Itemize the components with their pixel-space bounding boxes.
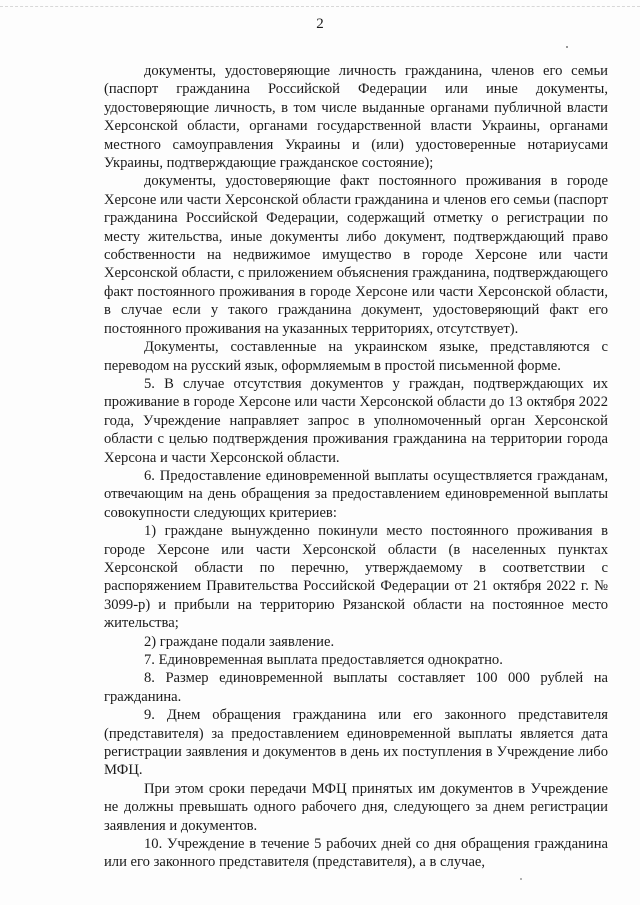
paragraph-mfc-transfer-deadline: При этом сроки передачи МФЦ принятых им документов в Учреждение не должны превышать одного рабочего дня, следующего за днем регистрации заявления и документов.: [104, 780, 608, 834]
page-number: 2: [316, 16, 324, 32]
paragraph-identity-documents: документы, удостоверяющие личность гражданина, членов его семьи (паспорт гражданина Российской Федерации или иные документы, удостоверяющие личность, в том числе выданные органами публичной власти Херсонской области, органами государственной власти Украины, органами местного самоуправления Украины и (или) удостоверенные нотариусами Украины, подтверждающие гражданское состояние);: [104, 63, 608, 172]
scan-speck: [566, 46, 568, 48]
paragraph-residence-documents: документы, удостоверяющие факт постоянного проживания в городе Херсоне или части Херсонской области гражданина и членов его семьи (паспорт гражданина Российской Федерации, содержащий отметку о регистрации по месту жительства, иные документы либо документ, подтверждающий право собственности на недвижимое имущество в городе Херсоне или части Херсонской области, с приложением объяснения гражданина, подтверждающего факт постоянного проживания в городе Херсоне или части Херсонской области, в случае если у такого гражданина документ, удостоверяющий факт его постоянного проживания на указанных территориях, отсутствует).: [104, 173, 608, 337]
document-body: [104, 62, 608, 872]
paragraph-item-10: 10. Учреждение в течение 5 рабочих дней со дня обращения гражданина или его законного представителя (представителя), а в случае,: [104, 836, 608, 871]
paragraph-item-6: 6. Предоставление единовременной выплаты осуществляется гражданам, отвечающим на день обращения за предоставлением единовременной выплаты совокупности следующих критериев:: [104, 467, 608, 521]
paragraph-criterion-1: 1) граждане вынужденно покинули место постоянного проживания в городе Херсоне или части Херсонской области (в населенных пунктах Херсонской области по перечню, утверждаемому в соответствии с распоряжением Правительства Российской Федерации от 21 октября 2022 г. № 3099-р) и прибыли на территорию Рязанской области на постоянное место жительства;: [104, 523, 608, 632]
paragraph-ukrainian-language-note: Документы, составленные на украинском языке, представляются с переводом на русский язык, оформляемым в простой письменной форме.: [104, 339, 608, 374]
scan-edge-line: [0, 6, 640, 7]
paragraph-criterion-2: 2) граждане подали заявление.: [144, 633, 335, 650]
paragraph-item-7: 7. Единовременная выплата предоставляется однократно.: [144, 652, 503, 668]
paragraph-item-8: 8. Размер единовременной выплаты составляет 100 000 рублей на гражданина.: [104, 670, 608, 705]
scan-speck: [520, 878, 522, 880]
paragraph-item-5: 5. В случае отсутствия документов у граждан, подтверждающих их проживание в городе Херсоне или части Херсонской области до 13 октября 2022 года, Учреждение направляет запрос в уполномоченный орган Херсонской области с целью подтверждения проживания гражданина на территории города Херсона и части Херсонской области.: [104, 375, 608, 466]
paragraph-item-9: 9. Днем обращения гражданина или его законного представителя (представителя) за предоставлением единовременной выплаты является дата регистрации заявления и документов в день их поступления в Учреждение либо МФЦ.: [104, 707, 608, 779]
